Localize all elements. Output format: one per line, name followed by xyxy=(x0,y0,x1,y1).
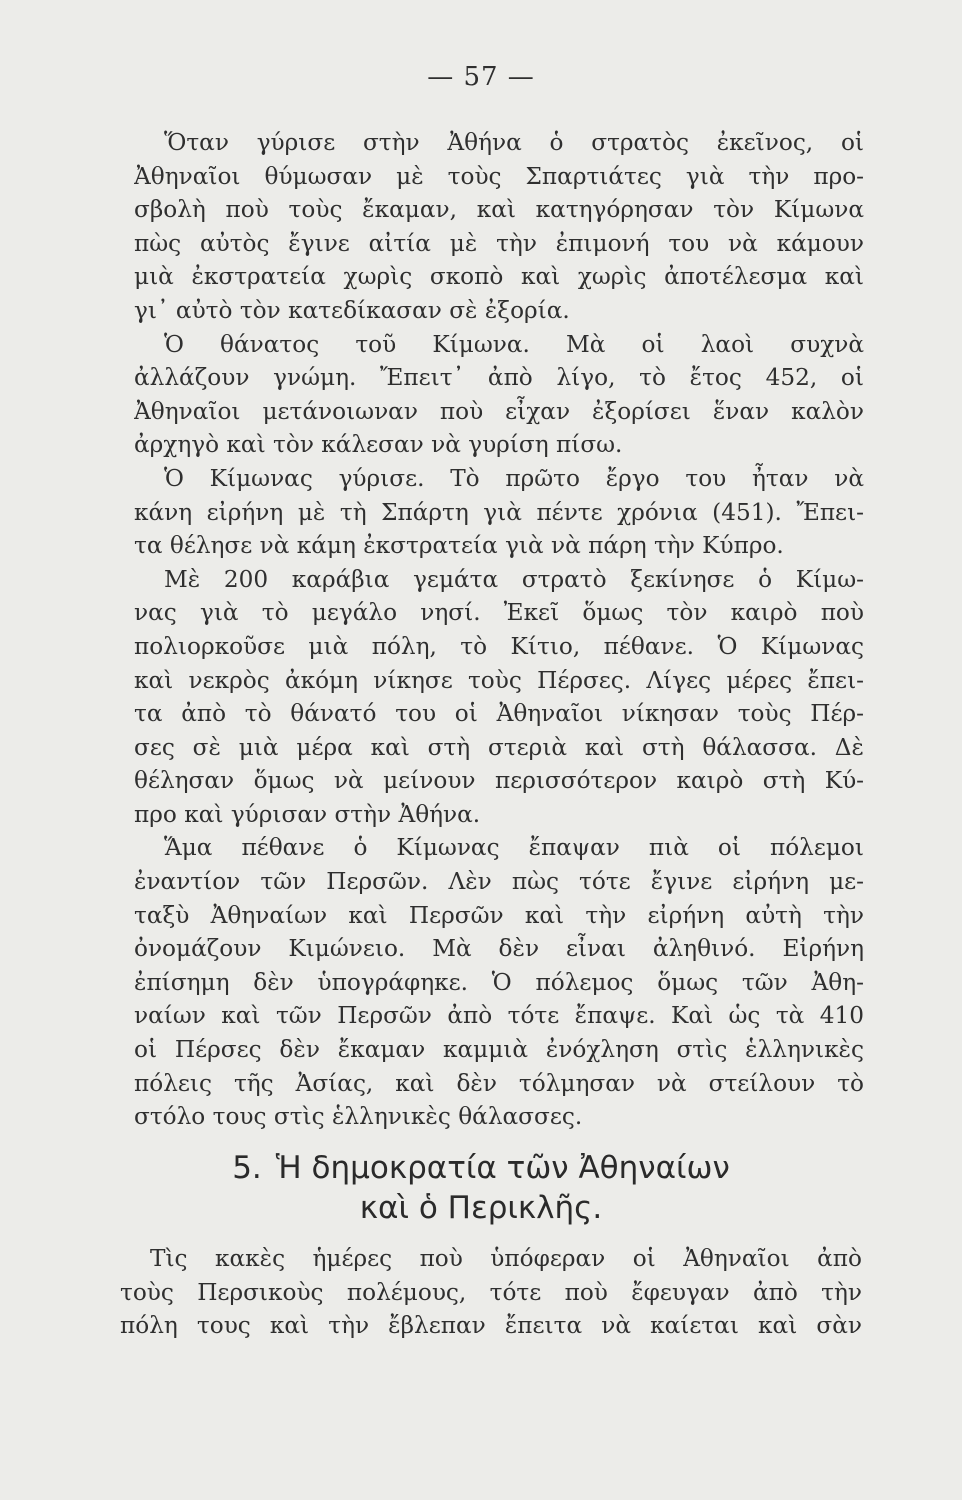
text-line: πόλεις τῆς Ἀσίας, καὶ δὲν τόλμησαν νὰ στείλουν τὸ xyxy=(134,1069,864,1097)
text-line: τα θέλησε νὰ κάμη ἐκστρατεία γιὰ νὰ πάρη τὴν Κύπρο. xyxy=(134,532,784,560)
text-line: Μὲ 200 καράβια γεμάτα στρατὸ ξεκίνησε ὁ Κίμω- xyxy=(164,565,864,593)
text-line: ταξὺ Ἀθηναίων καὶ Περσῶν καὶ τὴν εἰρήνη αὐτὴ τὴν xyxy=(134,901,864,929)
text-line: Ἀθηναῖοι μετάνοιωναν ποὺ εἶχαν ἐξορίσει ἕναν καλὸν xyxy=(134,397,864,425)
text-line: προ καὶ γύρισαν στὴν Ἀθήνα. xyxy=(134,800,481,828)
text-line: Ἀθηναῖοι θύμωσαν μὲ τοὺς Σπαρτιάτες γιὰ τὴν προ- xyxy=(134,162,864,190)
text-line: Ὅταν γύρισε στὴν Ἀθήνα ὁ στρατὸς ἐκεῖνος, οἱ xyxy=(164,129,864,156)
text-line: Τὶς κακὲς ἡμέρες ποὺ ὑπόφεραν οἱ Ἀθηναῖοι ἀπὸ xyxy=(150,1245,862,1272)
text-line: γι᾿ αὐτὸ τὸν κατεδίκασαν σὲ ἐξορία. xyxy=(134,296,570,324)
text-line: τα ἀπὸ τὸ θάνατό του οἱ Ἀθηναῖοι νίκησαν τοὺς Πέρ- xyxy=(134,700,864,728)
text-line: ὀνομάζουν Κιμώνειο. Μὰ δὲν εἶναι ἀληθινό. Εἰρήνη xyxy=(134,935,864,963)
text-line: πόλη τους καὶ τὴν ἔβλεπαν ἔπειτα νὰ καίεται καὶ σὰν xyxy=(120,1312,862,1340)
body-text xyxy=(134,126,864,1134)
section-number: 5. xyxy=(232,1150,262,1186)
text-line: Ὁ θάνατος τοῦ Κίμωνα. Μὰ οἱ λαοὶ συχνὰ xyxy=(164,330,864,358)
section-heading-line-1 xyxy=(0,1148,962,1188)
text-line: σες σὲ μιὰ μέρα καὶ στὴ στεριὰ καὶ στὴ θάλασσα. Δὲ xyxy=(134,733,864,761)
text-line: ναίων καὶ τῶν Περσῶν ἀπὸ τότε ἔπαψε. Καὶ ὡς τὰ 410 xyxy=(134,1002,864,1030)
text-line: πολιορκοῦσε μιὰ πόλη, τὸ Κίτιο, πέθανε. Ὁ Κίμωνας xyxy=(134,632,864,660)
text-line: ἐπίσημη δὲν ὑπογράφηκε. Ὁ πόλεμος ὅμως τῶν Ἀθη- xyxy=(134,968,864,996)
text-line: πὼς αὐτὸς ἔγινε αἰτία μὲ τὴν ἐπιμονή του νὰ κάμουν xyxy=(134,229,864,257)
text-line: ἐναντίον τῶν Περσῶν. Λὲν πὼς τότε ἔγινε εἰρήνη με- xyxy=(134,868,864,896)
text-line: οἱ Πέρσες δὲν ἔκαμαν καμμιὰ ἐνόχληση στὶς ἑλληνικὲς xyxy=(134,1036,864,1064)
text-line: ἀρχηγὸ καὶ τὸν κάλεσαν νὰ γυρίση πίσω. xyxy=(134,431,623,459)
text-line: μιὰ ἐκστρατεία χωρὶς σκοπὸ καὶ χωρὶς ἀποτέλεσμα καὶ xyxy=(134,263,864,291)
text-line: κάνη εἰρήνη μὲ τὴ Σπάρτη γιὰ πέντε χρόνια (451). Ἔπει- xyxy=(134,498,864,526)
text-line: τοὺς Περσικοὺς πολέμους, τότε ποὺ ἔφευγαν ἀπὸ τὴν xyxy=(120,1278,862,1306)
text-line: Ἅμα πέθανε ὁ Κίμωνας ἔπαψαν πιὰ οἱ πόλεμοι xyxy=(164,834,864,862)
section-heading-line-2: καὶ ὁ Περικλῆς. xyxy=(359,1190,603,1226)
section-heading xyxy=(0,1148,962,1228)
text-line: θέλησαν ὅμως νὰ μείνουν περισσότερον καιρὸ στὴ Κύ- xyxy=(134,767,864,795)
section-title: Ἡ δημοκρατία τῶν Ἀθηναίων xyxy=(275,1150,730,1186)
text-line: στόλο τους στὶς ἑλληνικὲς θάλασσες. xyxy=(134,1103,583,1131)
section-body-text xyxy=(120,1242,862,1343)
text-line: νας γιὰ τὸ μεγάλο νησί. Ἐκεῖ ὅμως τὸν καιρὸ ποὺ xyxy=(134,599,864,627)
text-line: ἀλλάζουν γνώμη. Ἔπειτ᾿ ἀπὸ λίγο, τὸ ἔτος 452, οἱ xyxy=(134,364,864,392)
text-line: σβολὴ ποὺ τοὺς ἔκαμαν, καὶ κατηγόρησαν τὸν Κίμωνα xyxy=(134,196,864,224)
text-line: καὶ νεκρὸς ἀκόμη νίκησε τοὺς Πέρσες. Λίγες μέρες ἔπει- xyxy=(134,666,864,694)
page-number: — 57 — xyxy=(427,62,535,92)
text-line: Ὁ Κίμωνας γύρισε. Τὸ πρῶτο ἔργο του ἦταν νὰ xyxy=(164,464,864,492)
